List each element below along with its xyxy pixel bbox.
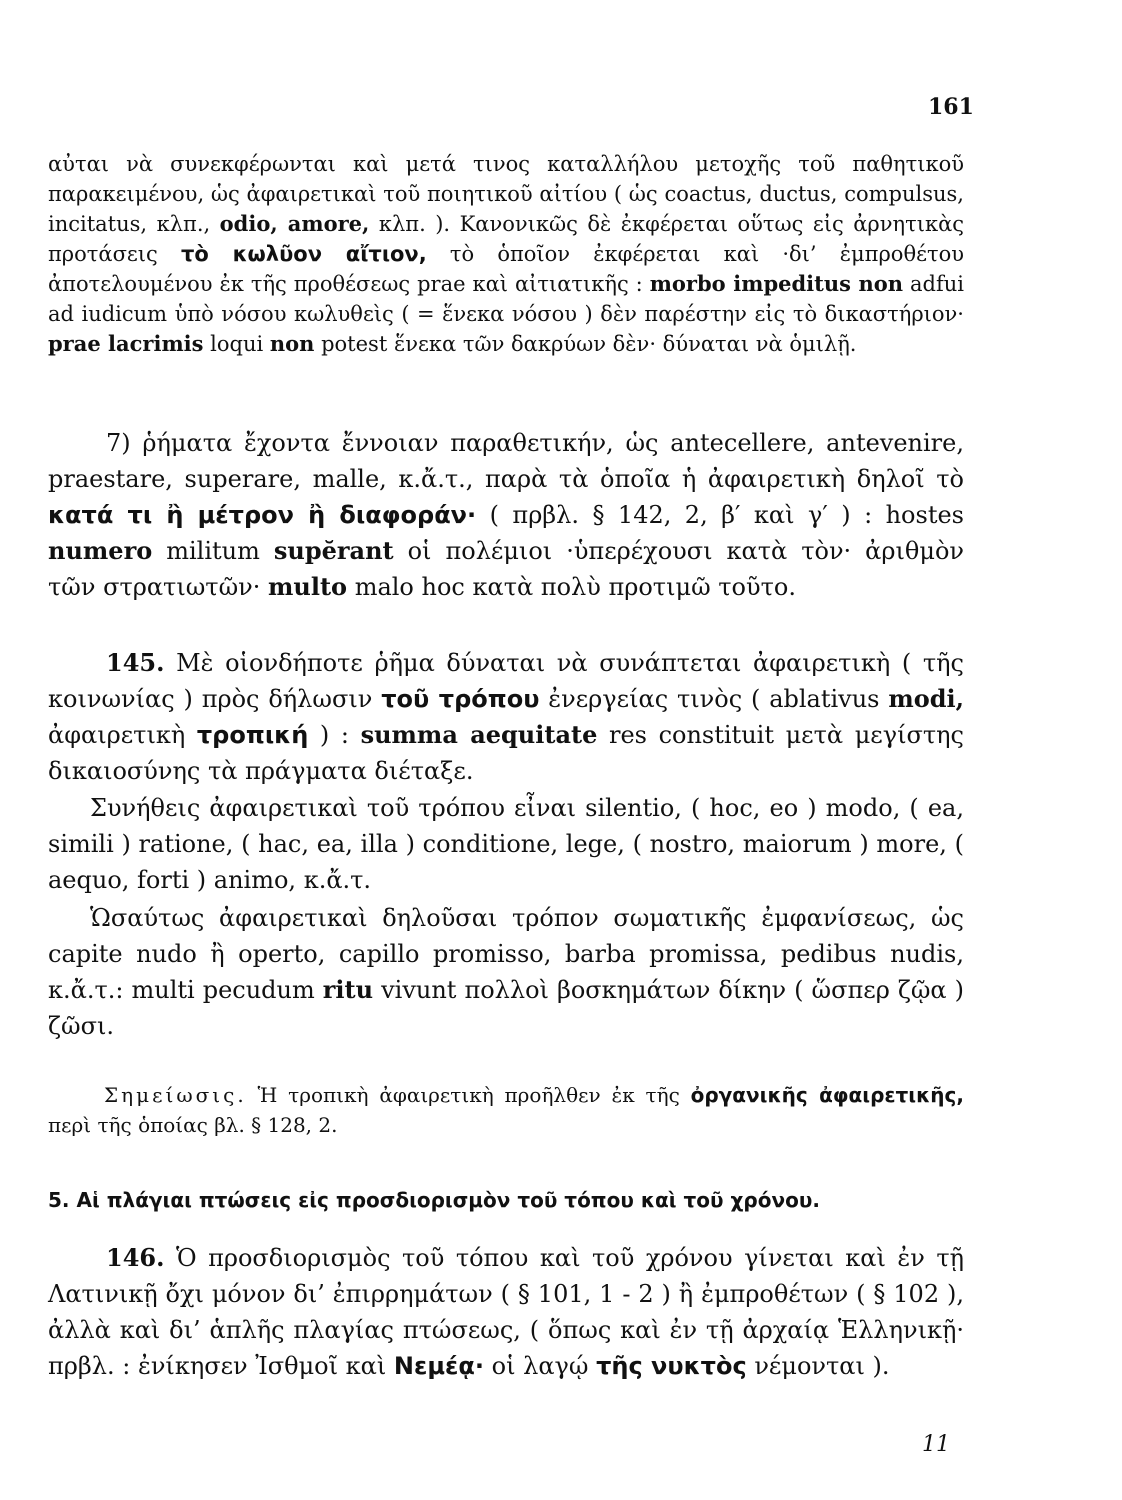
signature-mark: 11	[922, 1432, 950, 1457]
bold-term: τὸ κωλῦον αἴτιον,	[180, 241, 427, 266]
bold-term: morbo impeditus non	[649, 271, 904, 296]
text: ( πρβλ. § 142, 2, β′ καὶ γ′ ) : hostes	[476, 501, 964, 529]
bold-term: non	[269, 331, 315, 356]
text: οἱ πολέμιοι ·ὑπερέχουσι κατὰ τὸν· ἀριθμὸν τῶν στρατιωτῶν·	[48, 537, 964, 601]
text: Ἡ τροπικὴ ἀφαιρετικὴ προῆλθεν ἐκ τῆς	[246, 1083, 691, 1107]
text: τὸ ὁποῖον ἐκφέρεται καὶ ·δι’ ἐμπροθέτου ἀποτελουμένου ἐκ τῆς προθέσεως prae καὶ αἰτιατικῆς :	[48, 241, 965, 296]
section-146	[48, 1240, 964, 1384]
bold-term: τροπική	[196, 721, 309, 749]
text: res constituit μετὰ μεγίστης δικαιοσύνης τὰ πράγματα διέταξε.	[48, 721, 964, 785]
text: περὶ τῆς ὁποίας βλ. § 128, 2.	[48, 1113, 338, 1137]
paragraph-common-ablatives	[48, 790, 964, 898]
bold-term: τῆς νυκτὸς	[596, 1352, 747, 1380]
bold-term: τοῦ τρόπου	[381, 685, 540, 713]
text: vivunt πολλοὶ βοσκημάτων δίκην ( ὥσπερ ζῷα ) ζῶσι.	[48, 976, 964, 1040]
bold-term: Νεμέᾳ·	[393, 1352, 484, 1380]
bold-term: summa aequitate	[360, 720, 598, 749]
bold-term: supĕrant	[273, 536, 394, 565]
text: Μὲ οἱονδήποτε ῥῆμα δύναται νὰ συνάπτεται ἀφαιρετικὴ ( τῆς κοινωνίας ) πρὸς δήλωσιν	[48, 649, 964, 713]
paragraph-physical-appearance	[48, 900, 964, 1044]
text: οἱ λαγῴ	[483, 1352, 597, 1380]
text: ἀφαιρετικὴ	[48, 721, 197, 749]
bold-term: ritu	[322, 975, 374, 1004]
paragraph-item-7	[48, 425, 964, 605]
note-label: Σημείωσις.	[104, 1083, 247, 1107]
text: militum	[152, 537, 274, 565]
text: potest ἕνεκα τῶν δακρύων δὲν· δύναται νὰ ὁμιλῇ.	[314, 332, 857, 356]
text: malo hoc κατὰ πολὺ προτιμῶ τοῦτο.	[347, 573, 796, 601]
section-145	[48, 645, 964, 789]
text: Ὁ προσδιορισμὸς τοῦ τόπου καὶ τοῦ χρόνου γίνεται καὶ ἐν τῇ Λατινικῇ ὄχι μόνον δι’ ἐπιρρημάτων ( § 101, 1 - 2 ) ἢ ἐμπροθέτων ( § 102 ), ἀλλὰ καὶ δι’ ἁπλῆς πλαγίας πτώσεως, ( ὅπως καὶ ἐν τῇ ἀρχαίᾳ Ἑλληνικῇ· πρβλ. : ἐνίκησεν Ἰσθμοῖ καὶ	[48, 1244, 964, 1380]
text: adfui ad iudicum ὑπὸ νόσου κωλυθεὶς ( = ἕνεκα νόσου ) δὲν παρέστην εἰς τὸ δικαστήριον·	[48, 272, 964, 326]
text: 7) ῥήματα ἔχοντα ἔννοιαν παραθετικήν, ὡς antecellere, antevenire, praestare, superare, malle, κ.ἄ.τ., παρὰ τὰ ὁποῖα ἡ ἀφαιρετικὴ δηλοῖ τὸ	[48, 429, 964, 493]
text: Ὡσαύτως ἀφαιρετικαὶ δηλοῦσαι τρόπον σωματικῆς ἐμφανίσεως, ὡς capite nudo ἢ operto, capillo promisso, barba promissa, pedibus nudis, κ.ἄ.τ.: multi pecudum	[48, 904, 964, 1004]
text: νέμονται ).	[746, 1352, 890, 1380]
text: ἐνεργείας τινὸς ( ablativus	[539, 685, 889, 713]
section-number: 145.	[106, 648, 165, 677]
bold-term: multo	[268, 572, 348, 601]
text: ) :	[308, 721, 361, 749]
section-heading: 5. Αἱ πλάγιαι πτώσεις εἰς προσδιορισμὸν τοῦ τόπου καὶ τοῦ χρόνου.	[48, 1188, 820, 1212]
bold-term: numero	[48, 536, 153, 565]
text: κλπ. ). Κανονικῶς δὲ ἐκφέρεται οὕτως εἰς ἀρνητικὰς προτάσεις	[48, 212, 965, 266]
section-number: 146.	[106, 1243, 165, 1272]
page-number: 161	[928, 94, 974, 120]
text: Συνήθεις ἀφαιρετικαὶ τοῦ τρόπου εἶναι silentio, ( hoc, eo ) modo, ( ea, simili ) ratione, ( hac, ea, illa ) conditione, lege, ( nostro, maiorum ) more, ( aequo, forti ) animo, κ.ἄ.τ.	[48, 794, 964, 894]
bold-term: κατά τι ἢ μέτρον ἢ διαφοράν·	[48, 501, 477, 529]
bold-term: prae lacrimis	[48, 331, 204, 356]
text: αὐται νὰ συνεκφέρωνται καὶ μετά τινος καταλλήλου μετοχῆς τοῦ παθητικοῦ παρακειμένου, ὡς ἀφαιρετικαὶ τοῦ ποιητικοῦ αἰτίου ( ὡς coactus, ductus, compulsus, incitatus, κλπ.,	[48, 152, 964, 236]
bold-term: ὀργανικῆς ἀφαιρετικῆς,	[690, 1083, 964, 1107]
bold-term: modi,	[888, 684, 965, 713]
text: loqui	[203, 332, 270, 356]
paragraph-continuation	[48, 150, 964, 360]
bold-term: odio, amore,	[219, 211, 370, 236]
note	[48, 1080, 964, 1140]
